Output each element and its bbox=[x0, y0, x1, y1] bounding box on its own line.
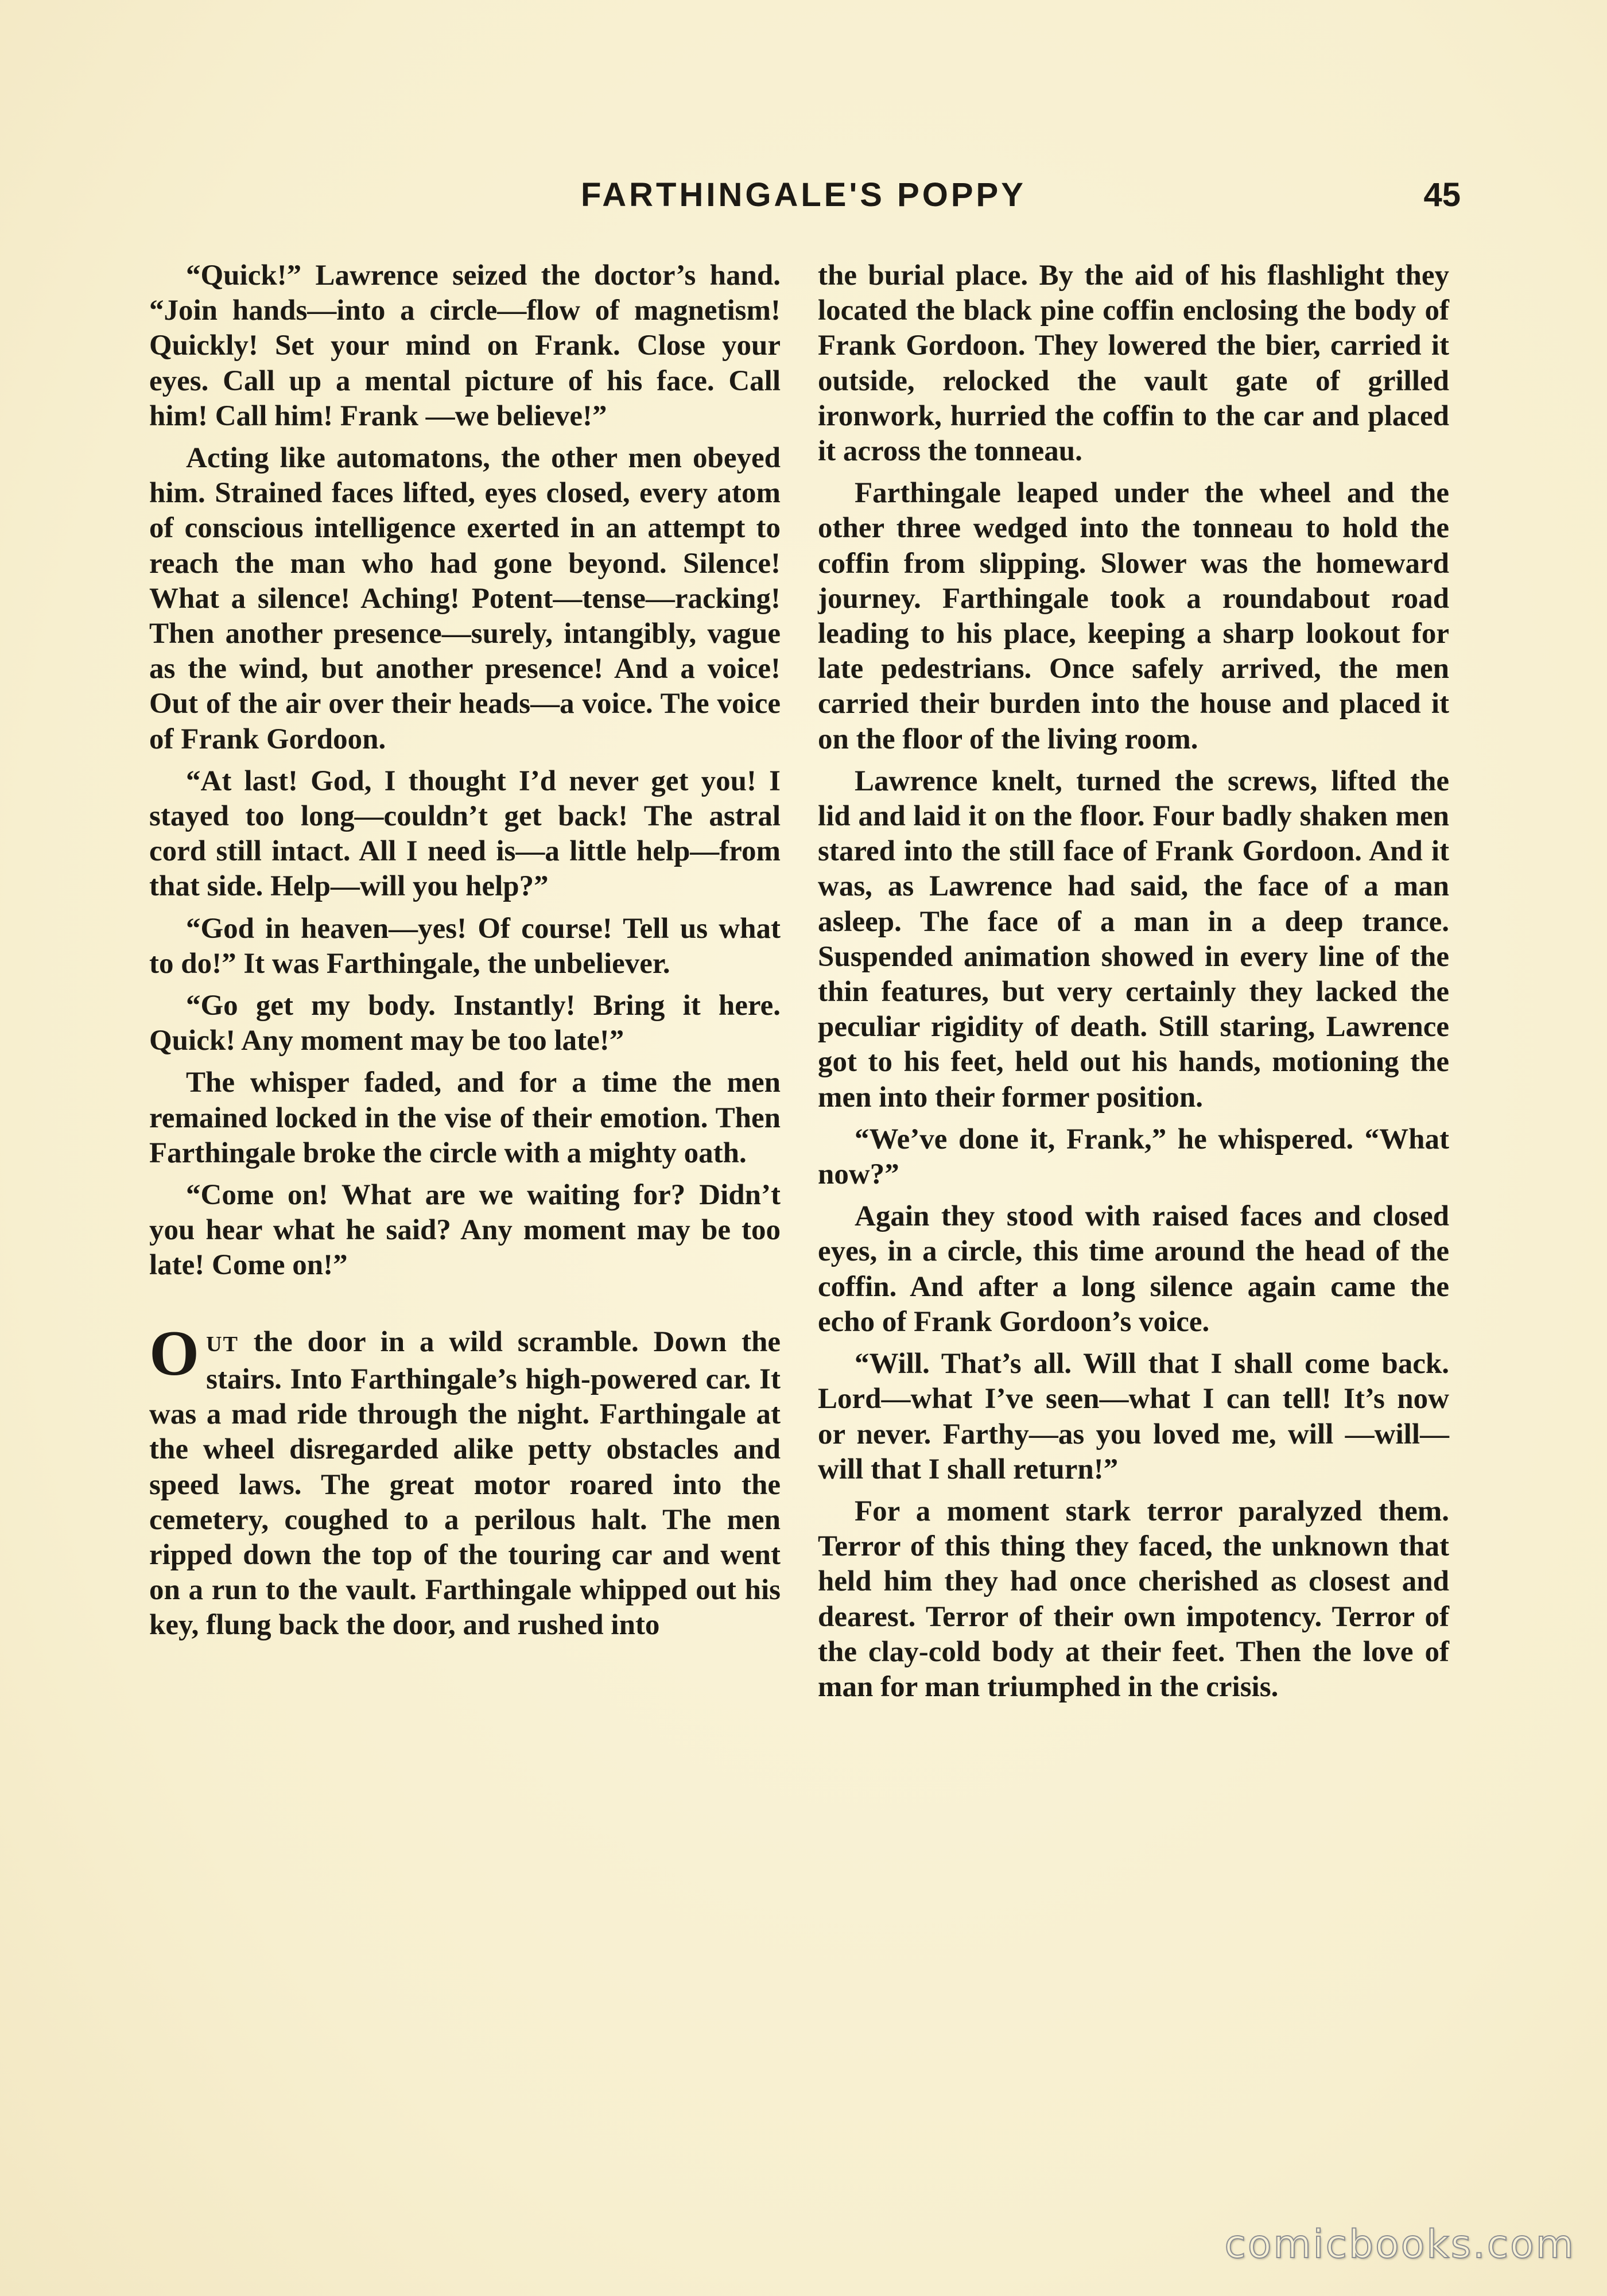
paragraph: The whisper faded, and for a time the men remained locked in the vise of their emotion. Then Farthingale broke the circle with a mighty oath. bbox=[149, 1066, 781, 1169]
drop-cap-smallcaps: UT bbox=[206, 1332, 239, 1356]
paragraph: “Come on! What are we waiting for? Didn’t you hear what he said? Any moment may be too late! Come on!” bbox=[149, 1179, 781, 1282]
paragraph: Again they stood with raised faces and closed eyes, in a circle, this time around the head of the coffin. And after a long silence again came the echo of Frank Gordoon’s voice. bbox=[818, 1200, 1449, 1338]
paragraph: Farthingale leaped under the wheel and the other three wedged into the tonneau to hold the coffin from slipping. Slower was the homeward journey. Farthingale took a roundabout road leading to his place, keeping a sharp lookout for late pedestrians. Once safely arrived, the men carried their burden into the house and placed it on the floor of the living room. bbox=[818, 477, 1449, 755]
paragraph: “Go get my body. Instantly! Bring it here. Quick! Any moment may be too late!” bbox=[149, 990, 781, 1057]
paragraph: “We’ve done it, Frank,” he whispered. “What now?” bbox=[818, 1123, 1449, 1191]
paragraph: For a moment stark terror paralyzed them. Terror of this thing they faced, the unknown that held him they had once cherished as closest and dearest. Terror of their own impotency. Terror of the clay-cold body at their feet. Then the love of man for man triumphed in the crisis. bbox=[818, 1495, 1449, 1703]
left-column bbox=[149, 258, 781, 1643]
page-number: 45 bbox=[1423, 176, 1461, 214]
watermark: comicbooks.com bbox=[1224, 2222, 1575, 2267]
drop-cap: O bbox=[149, 1317, 200, 1389]
paragraph: “Quick!” Lawrence seized the doctor’s hand. “Join hands—into a circle—flow of magnetism! Quickly! Set your mind on Frank. Close your eyes. Call up a mental picture of his face. Call him! Call him! Frank —we believe!” bbox=[149, 259, 781, 432]
page-title: FARTHINGALE'S POPPY bbox=[581, 176, 1026, 214]
paragraph: the burial place. By the aid of his flashlight they located the black pine coffin enclosing the body of Frank Gordoon. They lowered the bier, carried it outside, relocked the vault gate of grilled ironwork, hurried the coffin to the car and placed it across the tonneau. bbox=[818, 259, 1449, 468]
paragraph: “God in heaven—yes! Of course! Tell us what to do!” It was Farthingale, the unbeliever. bbox=[149, 912, 781, 980]
section-break bbox=[149, 1317, 781, 1643]
paragraph: Acting like automatons, the other men obeyed him. Strained faces lifted, eyes closed, every atom of conscious intelligence exerted in an attempt to reach the man who had gone beyond. Silence! What a silence! Aching! Potent—tense—racking! Then another presence—surely, intangibly, vague as the wind, but another presence! And a voice! Out of the air over their heads—a voice. The voice of Frank Gordoon. bbox=[149, 442, 781, 755]
paragraph: Lawrence knelt, turned the screws, lifted the lid and laid it on the floor. Four badly shaken men stared into the still face of Frank Gordoon. And it was, as Lawrence had said, the face of a man asleep. The face of a man in a deep trance. Suspended animation showed in every line of the thin features, but very certainly they lacked the peculiar rigidity of death. Still staring, Lawrence got to his feet, held out his hands, motioning the men into their former position. bbox=[818, 765, 1449, 1114]
drop-cap-text: the door in a wild scramble. Down the stairs. Into Farthingale’s high-powered car. It was a mad ride through the night. Farthingale at the wheel disregarded alike petty obstacles and speed laws. The great motor roared into the cemetery, coughed to a perilous halt. The men ripped down the top of the touring car and went on a run to the vault. Farthingale whipped out his key, flung back the door, and rushed into bbox=[149, 1325, 781, 1642]
paragraph: “Will. That’s all. Will that I shall come back. Lord—what I’ve seen—what I can tell! It’s now or never. Farthy—as you loved me, will —will—will that I shall return!” bbox=[818, 1348, 1449, 1486]
drop-cap-paragraph bbox=[149, 1317, 781, 1643]
right-column bbox=[818, 258, 1449, 1712]
paragraph: “At last! God, I thought I’d never get you! I stayed too long—couldn’t get back! The astral cord still intact. All I need is—a little help—from that side. Help—will you help?” bbox=[149, 765, 781, 903]
running-head bbox=[146, 172, 1461, 218]
